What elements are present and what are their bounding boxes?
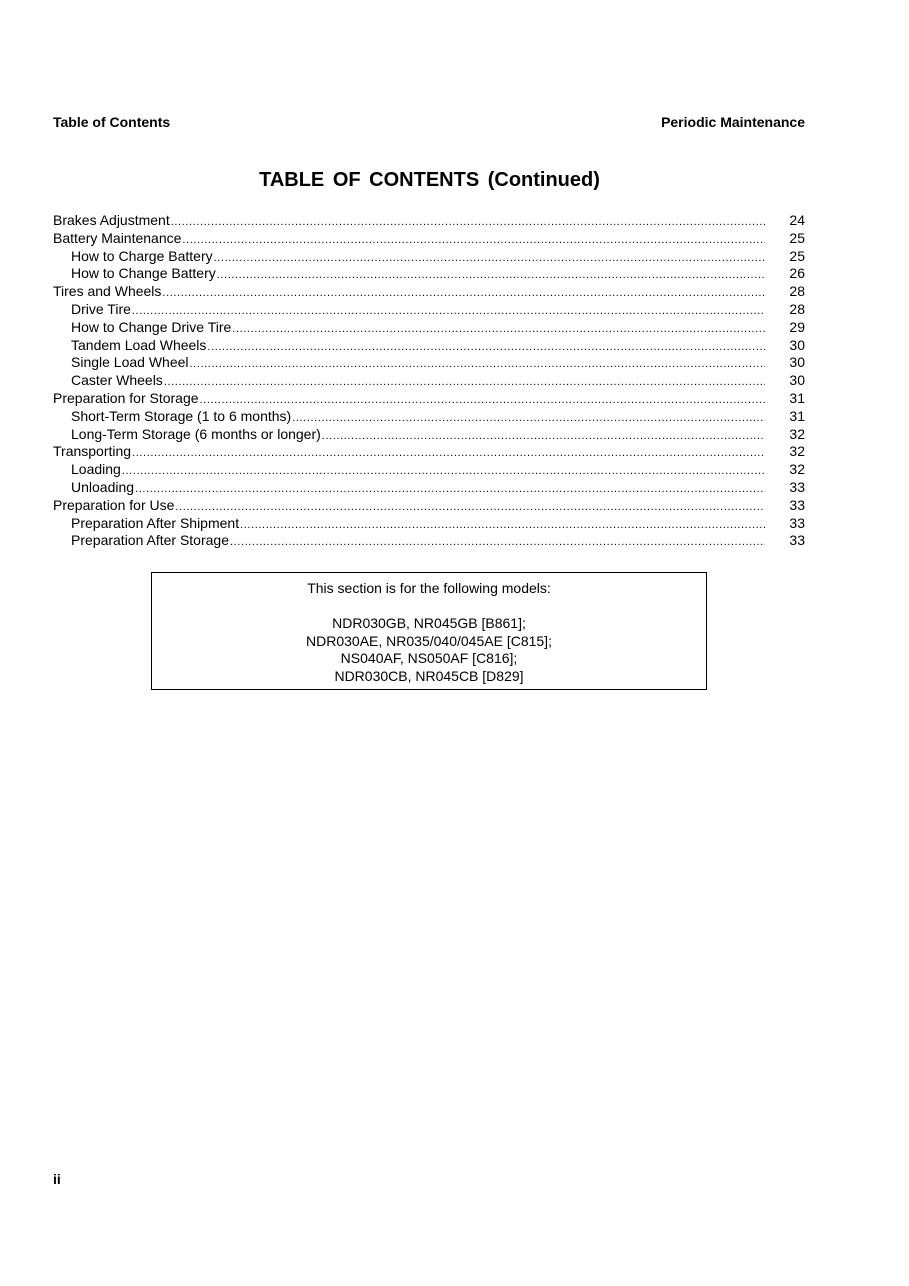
- toc-leader-dots: [171, 214, 765, 232]
- toc-entry-page-number: 26: [789, 265, 805, 282]
- toc-entry[interactable]: [53, 212, 805, 230]
- page-title: TABLE OF CONTENTS (Continued): [259, 169, 600, 191]
- toc-list: [53, 212, 805, 550]
- toc-entry[interactable]: [53, 443, 805, 461]
- toc-entry-page-number: 32: [789, 425, 805, 442]
- toc-entry[interactable]: [53, 408, 805, 426]
- toc-entry[interactable]: [53, 248, 805, 266]
- toc-entry-label: Preparation After Shipment: [71, 514, 240, 531]
- models-list: [152, 615, 706, 686]
- toc-entry-label: Unloading: [71, 478, 135, 495]
- toc-leader-dots: [322, 428, 765, 446]
- toc-entry-label: Preparation for Use: [53, 496, 175, 513]
- toc-entry[interactable]: [53, 301, 805, 319]
- toc-leader-dots: [217, 267, 765, 285]
- toc-entry[interactable]: [53, 230, 805, 248]
- toc-leader-dots: [240, 517, 765, 535]
- toc-entry-label: Drive Tire: [71, 300, 131, 317]
- toc-entry[interactable]: [53, 354, 805, 372]
- toc-leader-dots: [135, 481, 765, 499]
- toc-leader-dots: [292, 410, 765, 428]
- toc-leader-dots: [162, 285, 765, 303]
- toc-entry-label: Tires and Wheels: [53, 283, 162, 300]
- toc-entry-label: Single Load Wheel: [71, 354, 189, 371]
- toc-entry[interactable]: [53, 515, 805, 533]
- header-section-title: Table of Contents: [53, 114, 171, 130]
- toc-leader-dots: [122, 463, 765, 481]
- toc-entry-page-number: 28: [789, 283, 805, 300]
- toc-entry-page-number: 32: [789, 461, 805, 478]
- toc-entry-page-number: 25: [789, 247, 805, 264]
- toc-entry-label: Loading: [71, 461, 121, 478]
- footer-page-number: ii: [53, 1171, 61, 1187]
- toc-leader-dots: [232, 321, 765, 339]
- model-line: NS040AF, NS050AF [C816];: [340, 650, 518, 667]
- models-intro-text: This section is for the following models:: [307, 580, 551, 596]
- toc-leader-dots: [214, 250, 765, 268]
- toc-entry-page-number: 30: [789, 336, 805, 353]
- model-line: NDR030AE, NR035/040/045AE [C815];: [306, 632, 552, 649]
- toc-leader-dots: [175, 499, 765, 517]
- toc-entry[interactable]: [53, 532, 805, 550]
- toc-entry[interactable]: [53, 390, 805, 408]
- toc-entry-page-number: 30: [789, 354, 805, 371]
- model-line: NDR030CB, NR045CB [D829]: [334, 668, 524, 685]
- toc-leader-dots: [207, 339, 765, 357]
- toc-leader-dots: [182, 232, 765, 250]
- toc-entry-label: Preparation for Storage: [53, 389, 199, 406]
- toc-entry-page-number: 30: [789, 372, 805, 389]
- toc-leader-dots: [132, 445, 765, 463]
- model-line: NDR030GB, NR045GB [B861];: [332, 614, 526, 631]
- toc-leader-dots: [190, 356, 765, 374]
- toc-leader-dots: [164, 374, 765, 392]
- toc-entry[interactable]: [53, 497, 805, 515]
- toc-entry-label: How to Change Drive Tire: [71, 318, 232, 335]
- toc-entry-label: Long-Term Storage (6 months or longer): [71, 425, 321, 442]
- header-chapter-title: Periodic Maintenance: [661, 114, 805, 130]
- toc-entry-page-number: 32: [789, 443, 805, 460]
- toc-entry-page-number: 24: [789, 212, 805, 228]
- toc-entry-page-number: 29: [789, 318, 805, 335]
- toc-entry-label: Transporting: [53, 443, 132, 460]
- toc-entry-label: How to Change Battery: [71, 265, 216, 282]
- toc-entry-label: Tandem Load Wheels: [71, 336, 207, 353]
- toc-entry-label: How to Charge Battery: [71, 247, 213, 264]
- toc-entry-page-number: 33: [789, 496, 805, 513]
- toc-entry[interactable]: [53, 479, 805, 497]
- toc-entry-label: Caster Wheels: [71, 372, 163, 389]
- toc-entry-page-number: 28: [789, 300, 805, 317]
- toc-entry[interactable]: [53, 265, 805, 283]
- toc-entry[interactable]: [53, 426, 805, 444]
- toc-entry-page-number: 31: [789, 389, 805, 406]
- toc-entry[interactable]: [53, 461, 805, 479]
- toc-entry[interactable]: [53, 283, 805, 301]
- toc-entry[interactable]: [53, 337, 805, 355]
- toc-entry-label: Preparation After Storage: [71, 532, 229, 549]
- toc-entry-label: Short-Term Storage (1 to 6 months): [71, 407, 292, 424]
- toc-entry-label: Brakes Adjustment: [53, 212, 170, 228]
- models-notice-box: [151, 572, 707, 690]
- toc-entry-page-number: 33: [789, 478, 805, 495]
- toc-entry[interactable]: [53, 372, 805, 390]
- toc-entry-label: Battery Maintenance: [53, 229, 182, 246]
- toc-entry-page-number: 33: [789, 532, 805, 549]
- toc-leader-dots: [230, 534, 765, 552]
- toc-entry[interactable]: [53, 319, 805, 337]
- toc-entry-page-number: 25: [789, 229, 805, 246]
- toc-entry-page-number: 31: [789, 407, 805, 424]
- toc-entry-page-number: 33: [789, 514, 805, 531]
